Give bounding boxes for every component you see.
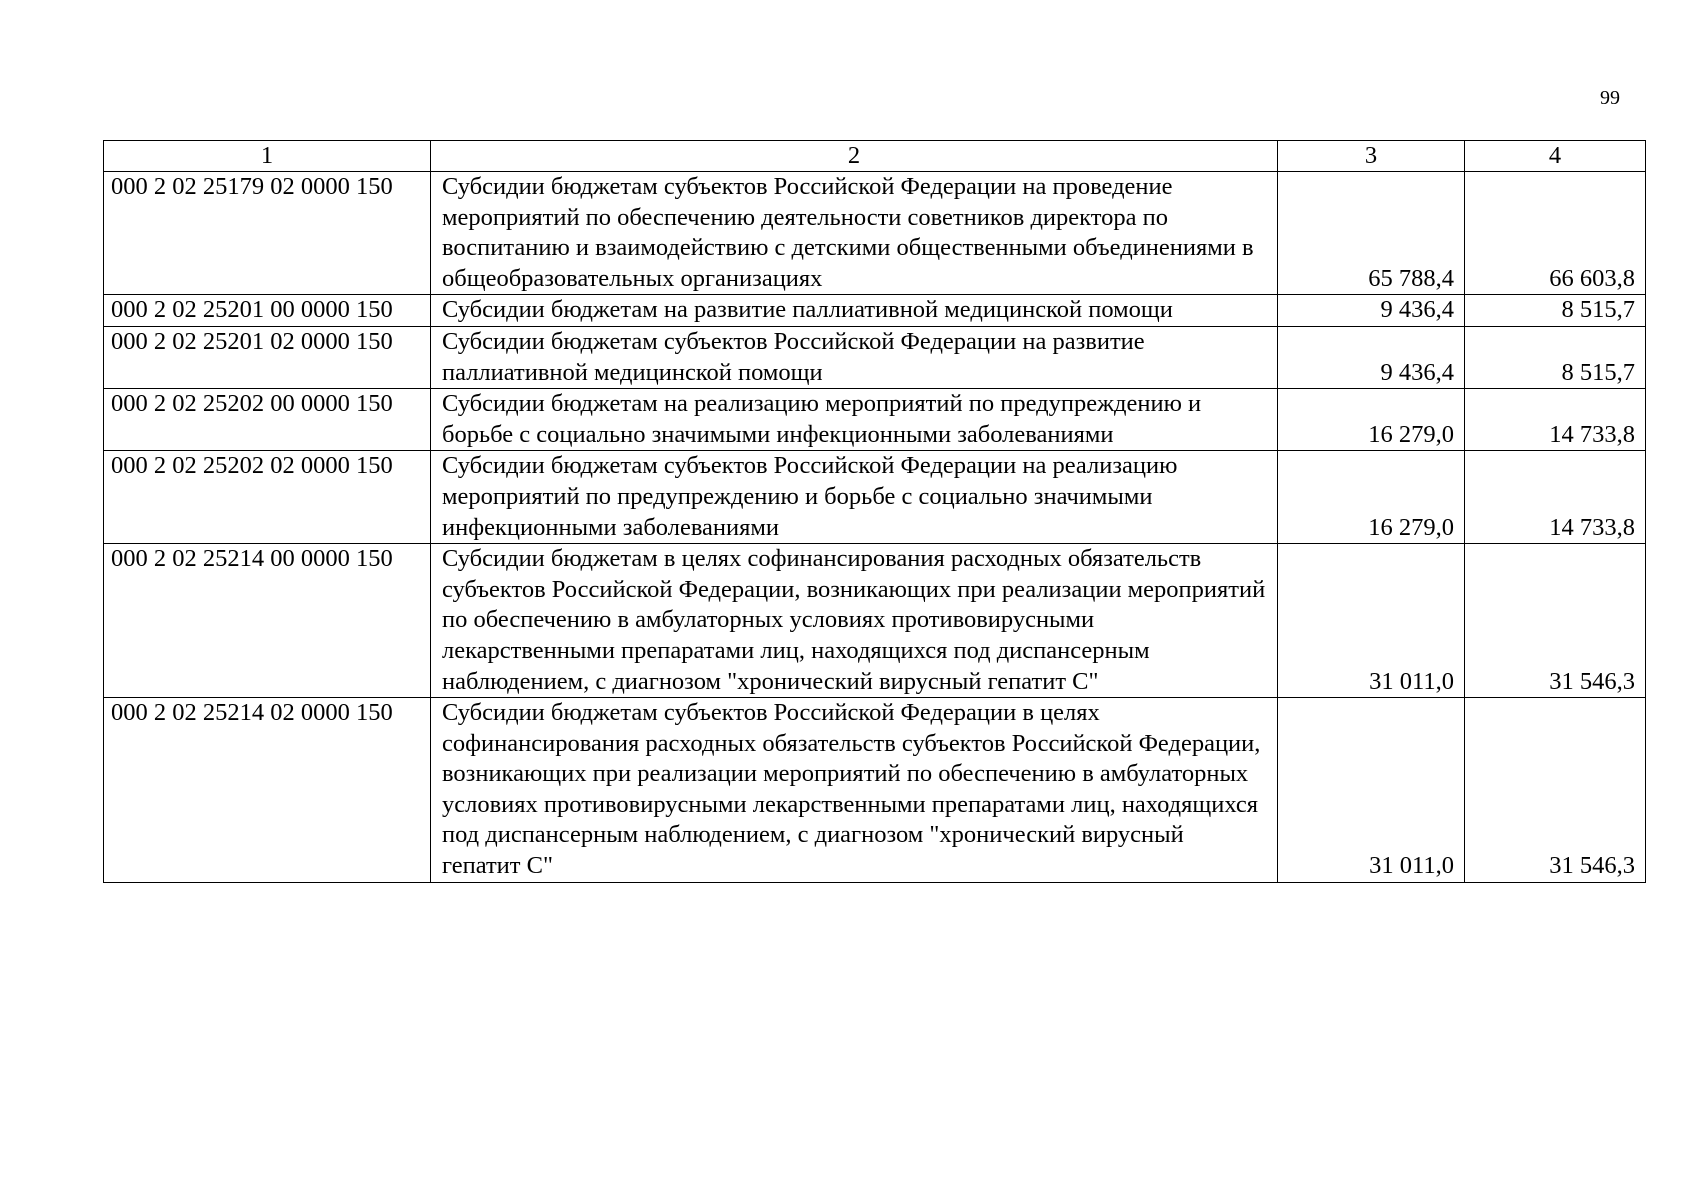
page-number: 99 [1600, 87, 1620, 109]
table-row [104, 172, 1646, 295]
row-value-3: 31 011,0 [1278, 698, 1465, 883]
table-row [104, 389, 1646, 451]
row-value-3: 31 011,0 [1278, 544, 1465, 698]
row-value-4: 66 603,8 [1465, 172, 1646, 295]
row-value-3: 65 788,4 [1278, 172, 1465, 295]
row-value-4: 14 733,8 [1465, 389, 1646, 451]
table-row [104, 451, 1646, 544]
row-code: 000 2 02 25202 00 0000 150 [104, 389, 431, 451]
row-value-3: 16 279,0 [1278, 389, 1465, 451]
row-name: Субсидии бюджетам субъектов Российской Федерации на реализацию мероприятий по предупреждению и борьбе с социально значимыми инфекционными заболеваниями [431, 451, 1278, 544]
row-value-4: 14 733,8 [1465, 451, 1646, 544]
row-code: 000 2 02 25201 00 0000 150 [104, 295, 431, 327]
row-code: 000 2 02 25214 00 0000 150 [104, 544, 431, 698]
row-value-4: 31 546,3 [1465, 544, 1646, 698]
row-code: 000 2 02 25179 02 0000 150 [104, 172, 431, 295]
table-row [104, 295, 1646, 327]
table-row [104, 326, 1646, 388]
row-value-4: 8 515,7 [1465, 295, 1646, 327]
row-code: 000 2 02 25201 02 0000 150 [104, 326, 431, 388]
row-value-3: 9 436,4 [1278, 326, 1465, 388]
row-value-4: 31 546,3 [1465, 698, 1646, 883]
column-header-1: 1 [104, 141, 431, 172]
table-row [104, 698, 1646, 883]
budget-table [103, 140, 1646, 883]
row-name: Субсидии бюджетам в целях софинансирования расходных обязательств субъектов Российской Федерации, возникающих при реализации мероприятий по обеспечению в амбулаторных условиях противовирусными лекарственными препаратами лиц, находящихся под диспансерным наблюдением, с диагнозом "хронический вирусный гепатит С" [431, 544, 1278, 698]
row-name: Субсидии бюджетам субъектов Российской Федерации в целях софинансирования расходных обязательств субъектов Российской Федерации, возникающих при реализации мероприятий по обеспечению в амбулаторных условиях противовирусными лекарственными препаратами лиц, находящихся под диспансерным наблюдением, с диагнозом "хронический вирусный гепатит С" [431, 698, 1278, 883]
row-value-3: 16 279,0 [1278, 451, 1465, 544]
row-name: Субсидии бюджетам субъектов Российской Федерации на развитие паллиативной медицинской помощи [431, 326, 1278, 388]
row-name: Субсидии бюджетам на развитие паллиативной медицинской помощи [431, 295, 1278, 327]
row-code: 000 2 02 25214 02 0000 150 [104, 698, 431, 883]
row-value-4: 8 515,7 [1465, 326, 1646, 388]
column-header-3: 3 [1278, 141, 1465, 172]
row-code: 000 2 02 25202 02 0000 150 [104, 451, 431, 544]
table-row [104, 544, 1646, 698]
row-value-3: 9 436,4 [1278, 295, 1465, 327]
column-header-2: 2 [431, 141, 1278, 172]
row-name: Субсидии бюджетам на реализацию мероприятий по предупреждению и борьбе с социально значимыми инфекционными заболеваниями [431, 389, 1278, 451]
row-name: Субсидии бюджетам субъектов Российской Федерации на проведение мероприятий по обеспечению деятельности советников директора по воспитанию и взаимодействию с детскими общественными объединениями в общеобразовательных организациях [431, 172, 1278, 295]
column-header-4: 4 [1465, 141, 1646, 172]
header-row [104, 141, 1646, 172]
